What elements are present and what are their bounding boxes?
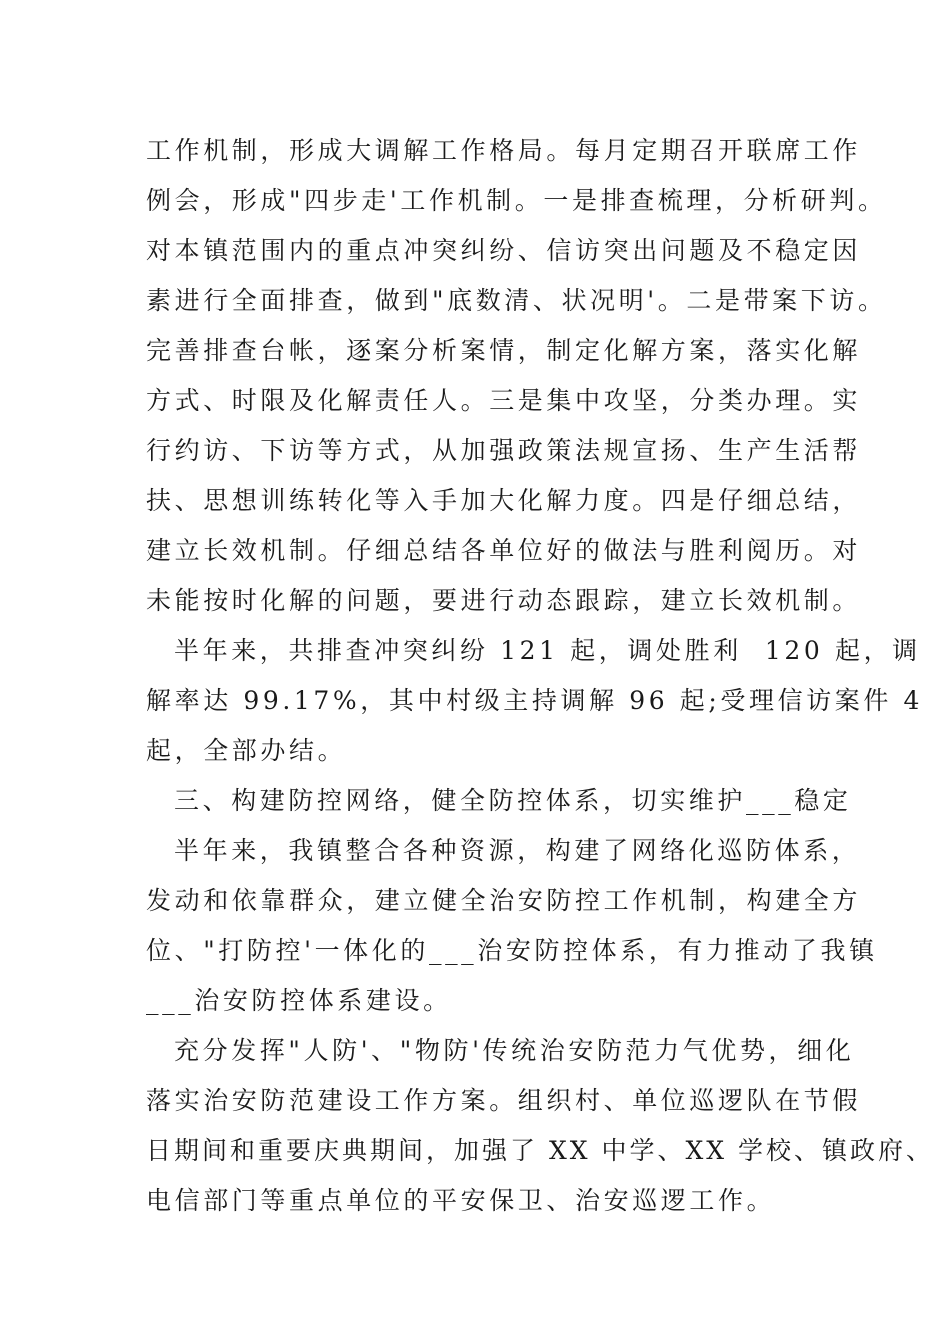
text-line: 行约访、下访等方式，从加强政策法规宣扬、生产生活帮 xyxy=(146,436,862,465)
paragraph-start-line: 充分发挥"人防'、"物防'传统治安防范力气优势，细化 xyxy=(174,1036,855,1065)
text-line: 发动和依靠群众，建立健全治安防控工作机制，构建全方 xyxy=(146,886,862,915)
text-line: 位、"打防控'一体化的___治安防控体系，有力推动了我镇 xyxy=(146,936,878,965)
text-line: 方式、时限及化解责任人。三是集中攻坚，分类办理。实 xyxy=(146,386,862,415)
section-heading: 三、构建防控网络，健全防控体系，切实维护___稳定 xyxy=(174,786,852,815)
text-line: 起，全部办结。 xyxy=(146,736,347,765)
text-line: 工作机制，形成大调解工作格局。每月定期召开联席工作 xyxy=(146,136,862,165)
text-line: ___治安防控体系建设。 xyxy=(146,986,452,1015)
text-line: 解率达 99.17%，其中村级主持调解 96 起;受理信访案件 4 xyxy=(146,686,924,715)
text-line: 未能按时化解的问题，要进行动态跟踪，建立长效机制。 xyxy=(146,586,862,615)
paragraph-start-line: 半年来，我镇整合各种资源，构建了网络化巡防体系， xyxy=(174,836,861,865)
text-line: 例会，形成"四步走'工作机制。一是排查梳理，分析研判。 xyxy=(146,186,887,215)
text-line: 日期间和重要庆典期间，加强了 XX 中学、XX 学校、镇政府、 xyxy=(146,1136,935,1165)
text-line: 素进行全面排查，做到"底数清、状况明'。二是带案下访。 xyxy=(146,286,887,315)
text-line: 扶、思想训练转化等入手加大化解力度。四是仔细总结， xyxy=(146,486,862,515)
text-line: 建立长效机制。仔细总结各单位好的做法与胜利阅历。对 xyxy=(146,536,862,565)
text-line: 完善排查台帐，逐案分析案情，制定化解方案，落实化解 xyxy=(146,336,862,365)
text-line: 对本镇范围内的重点冲突纠纷、信访突出问题及不稳定因 xyxy=(146,236,862,265)
text-line: 电信部门等重点单位的平安保卫、治安巡逻工作。 xyxy=(146,1186,776,1215)
paragraph-start-line: 半年来，共排查冲突纠纷 121 起，调处胜利 120 起，调 xyxy=(174,636,921,665)
text-line: 落实治安防范建设工作方案。组织村、单位巡逻队在节假 xyxy=(146,1086,862,1115)
